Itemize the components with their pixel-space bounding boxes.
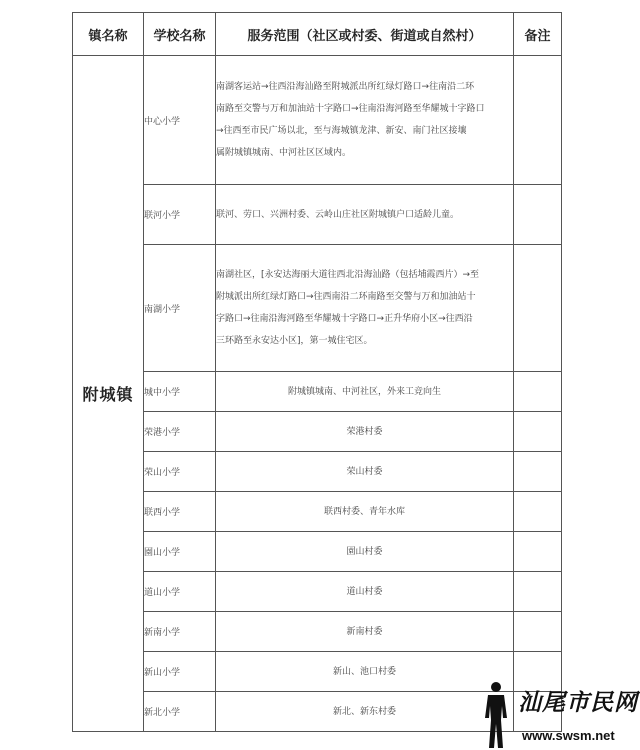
service-scope-cell (216, 412, 514, 452)
service-scope-cell (216, 612, 514, 652)
table-row (73, 492, 562, 532)
scope-line: 三环路至永安达小区]，第一城住宅区。 (216, 336, 373, 346)
note-cell (514, 572, 562, 612)
school-name-cell: 新山小学 (144, 652, 216, 692)
table-row (73, 372, 562, 412)
note-cell (514, 245, 562, 372)
note-cell (514, 412, 562, 452)
note-cell (514, 452, 562, 492)
service-scope-cell (216, 532, 514, 572)
scope-line: 新山、池口村委 (332, 666, 396, 677)
header-scope: 服务范围（社区或村委、街道或自然村） (216, 13, 514, 56)
school-name-cell: 園山小学 (144, 532, 216, 572)
service-scope-cell (216, 572, 514, 612)
note-cell (514, 612, 562, 652)
table-row (73, 185, 562, 245)
scope-line: 道山村委 (346, 586, 383, 597)
table-row (73, 452, 562, 492)
scope-line: 附城派出所红绿灯路口→往西南沿二环南路至交警与万和加油站十 (216, 292, 476, 302)
scope-line: 荣山村委 (346, 466, 383, 477)
note-cell (514, 372, 562, 412)
scope-line: →往西至市民广场以北，至与海城镇龙津、新安、南门社区接壤 (216, 126, 467, 136)
scope-line: 南湖客运站→往西沿海汕路至附城派出所红绿灯路口→往南沿二环 (216, 82, 475, 92)
table-row (73, 56, 562, 185)
service-scope-cell (216, 56, 514, 185)
school-name-cell: 道山小学 (144, 572, 216, 612)
scope-line: 附城镇城南、中河社区，外来工竞向生 (287, 386, 441, 397)
scope-line: 南湖社区，[永安达海丽大道往西北沿海汕路（包括埔霞西片）→至 (216, 270, 480, 280)
watermark-title: 汕尾市民网 (518, 689, 638, 716)
site-watermark (470, 680, 640, 750)
scope-line: 属附城镇城南、中河社区区域内。 (216, 148, 352, 158)
school-name-cell: 中心小学 (144, 56, 216, 185)
school-name-cell: 新南小学 (144, 612, 216, 652)
town-name-cell: 附城镇 (73, 56, 144, 732)
service-scope-cell (216, 652, 514, 692)
school-name-cell: 荣山小学 (144, 452, 216, 492)
note-cell (514, 56, 562, 185)
service-scope-cell (216, 185, 514, 245)
school-name-cell: 联西小学 (144, 492, 216, 532)
table-row (73, 412, 562, 452)
table-row (73, 612, 562, 652)
scope-line: 联河、劳口、兴洲村委、云岭山庄社区附城镇户口适龄儿童。 (216, 209, 460, 220)
note-cell (514, 492, 562, 532)
school-name-cell: 荣港小学 (144, 412, 216, 452)
school-name-cell: 城中小学 (144, 372, 216, 412)
school-name-cell: 南湖小学 (144, 245, 216, 372)
service-scope-cell (216, 692, 514, 732)
scope-line: 園山村委 (346, 546, 383, 557)
standing-man-icon (476, 680, 516, 750)
watermark-url: www.swsm.net (522, 728, 615, 743)
table-row (73, 532, 562, 572)
note-cell (514, 532, 562, 572)
service-scope-cell (216, 372, 514, 412)
scope-line: 新北、新东村委 (332, 706, 396, 717)
school-district-table (72, 12, 562, 732)
note-cell (514, 185, 562, 245)
scope-line: 荣港村委 (346, 426, 383, 437)
service-scope-cell (216, 452, 514, 492)
header-school: 学校名称 (144, 13, 216, 56)
scope-line: 联西村委、青年水库 (323, 506, 405, 517)
table-row (73, 245, 562, 372)
school-name-cell: 新北小学 (144, 692, 216, 732)
header-row (73, 13, 562, 56)
scope-line: 字路口→往南沿海河路至华耀城十字路口→正升华府小区→往西沿 (216, 314, 473, 324)
table-row (73, 572, 562, 612)
service-scope-cell (216, 492, 514, 532)
school-name-cell: 联河小学 (144, 185, 216, 245)
header-note: 备注 (514, 13, 562, 56)
header-town: 镇名称 (73, 13, 144, 56)
scope-line: 新南村委 (346, 626, 383, 637)
scope-line: 南路至交警与万和加油站十字路口→往南沿海河路至华耀城十字路口 (216, 104, 485, 114)
service-scope-cell (216, 245, 514, 372)
